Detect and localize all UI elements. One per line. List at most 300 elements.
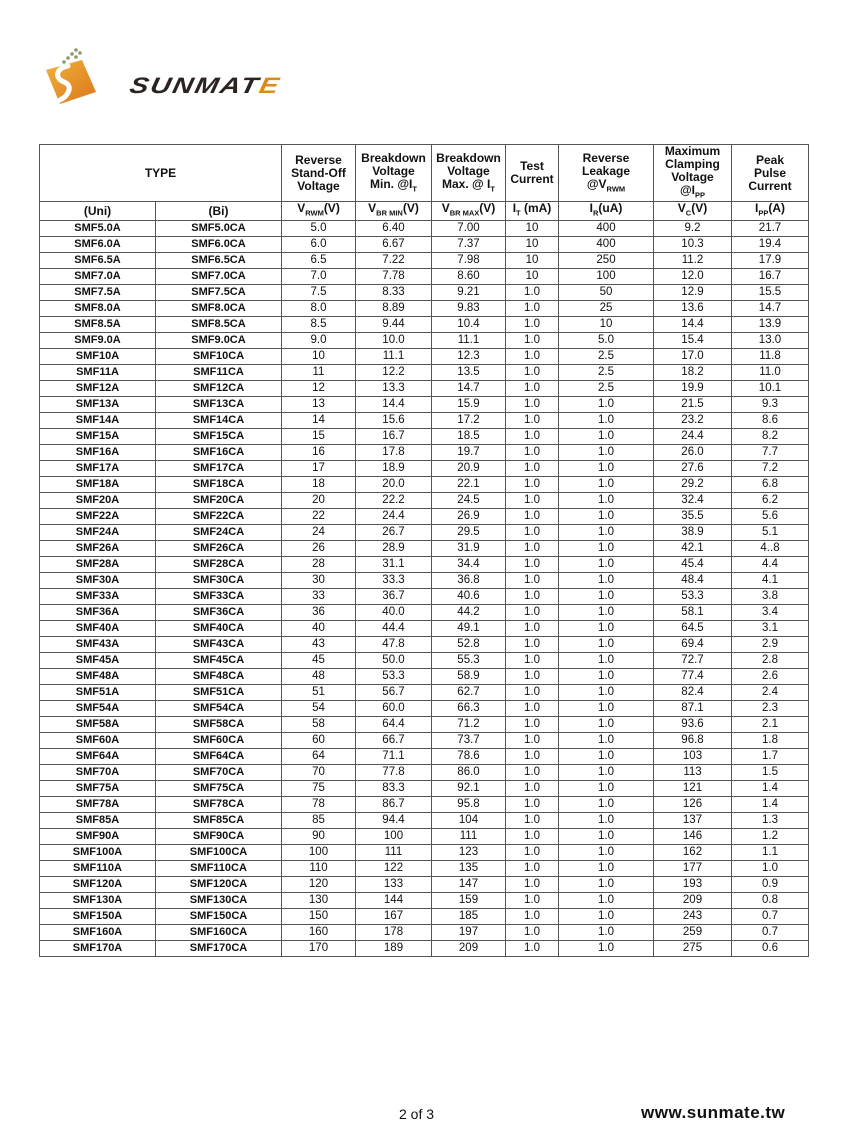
vc-value: 243 [654, 908, 732, 924]
bi-part: SMF30CA [156, 572, 282, 588]
vrwm-value: 18 [282, 476, 356, 492]
uni-part: SMF43A [40, 636, 156, 652]
table-row [40, 572, 809, 588]
vc-value: 21.5 [654, 396, 732, 412]
uni-part: SMF5.0A [40, 220, 156, 236]
table-row [40, 764, 809, 780]
vc-value: 72.7 [654, 652, 732, 668]
ipp-value: 8.6 [732, 412, 809, 428]
vrwm-value: 5.0 [282, 220, 356, 236]
bi-part: SMF6.0CA [156, 236, 282, 252]
vbr-max-value: 52.8 [432, 636, 506, 652]
table-row [40, 524, 809, 540]
it-value: 1.0 [506, 572, 559, 588]
it-value: 1.0 [506, 588, 559, 604]
vbr-max-value: 49.1 [432, 620, 506, 636]
ir-value: 1.0 [559, 620, 654, 636]
table-row [40, 460, 809, 476]
ipp-value: 0.6 [732, 940, 809, 956]
it-value: 1.0 [506, 828, 559, 844]
bi-part: SMF17CA [156, 460, 282, 476]
ir-value: 400 [559, 220, 654, 236]
it-value: 1.0 [506, 636, 559, 652]
ipp-value: 0.7 [732, 908, 809, 924]
vrwm-value: 30 [282, 572, 356, 588]
uni-part: SMF17A [40, 460, 156, 476]
ir-value: 1.0 [559, 892, 654, 908]
sunmate-logo-icon [38, 46, 100, 108]
vbr-max-value: 22.1 [432, 476, 506, 492]
table-row [40, 348, 809, 364]
vc-value: 32.4 [654, 492, 732, 508]
ipp-value: 3.4 [732, 604, 809, 620]
table-row [40, 620, 809, 636]
vbr-min-value: 26.7 [356, 524, 432, 540]
table-row [40, 492, 809, 508]
vbr-min-value: 167 [356, 908, 432, 924]
uni-part: SMF24A [40, 524, 156, 540]
website-url[interactable]: www.sunmate.tw [641, 1103, 786, 1122]
vbr-max-value: 71.2 [432, 716, 506, 732]
ir-value: 5.0 [559, 332, 654, 348]
bi-part: SMF18CA [156, 476, 282, 492]
ipp-value: 1.1 [732, 844, 809, 860]
breakdown-max-header: Breakdown Voltage Max. @ $I_T$ [432, 145, 506, 202]
bi-part: SMF7.5CA [156, 284, 282, 300]
vc-value: 45.4 [654, 556, 732, 572]
vbr-max-value: 20.9 [432, 460, 506, 476]
vbr-max-value: 123 [432, 844, 506, 860]
bi-part: SMF5.0CA [156, 220, 282, 236]
vbr-min-value: 100 [356, 828, 432, 844]
uni-part: SMF11A [40, 364, 156, 380]
vbr-max-value: 14.7 [432, 380, 506, 396]
vbr-min-value: 178 [356, 924, 432, 940]
bi-part: SMF48CA [156, 668, 282, 684]
table-row [40, 396, 809, 412]
uni-part: SMF75A [40, 780, 156, 796]
table-row [40, 476, 809, 492]
vc-value: 162 [654, 844, 732, 860]
vc-value: 209 [654, 892, 732, 908]
vc-value: 177 [654, 860, 732, 876]
vbr-max-value: 78.6 [432, 748, 506, 764]
bi-part: SMF170CA [156, 940, 282, 956]
vbr-min-value: 22.2 [356, 492, 432, 508]
table-row [40, 556, 809, 572]
ir-value: 1.0 [559, 668, 654, 684]
ir-value: 250 [559, 252, 654, 268]
ipp-value: 5.1 [732, 524, 809, 540]
uni-part: SMF33A [40, 588, 156, 604]
ir-value: 1.0 [559, 460, 654, 476]
vbr-min-value: 144 [356, 892, 432, 908]
ipp-value: 2.3 [732, 700, 809, 716]
bi-part: SMF43CA [156, 636, 282, 652]
uni-part: SMF48A [40, 668, 156, 684]
vrwm-value: 14 [282, 412, 356, 428]
it-value: 1.0 [506, 940, 559, 956]
vbr-min-value: 7.22 [356, 252, 432, 268]
ir-value: 1.0 [559, 844, 654, 860]
ir-value: 1.0 [559, 796, 654, 812]
type-header: TYPE [40, 145, 282, 202]
ipp-value: 11.0 [732, 364, 809, 380]
ir-value: 1.0 [559, 828, 654, 844]
uni-part: SMF15A [40, 428, 156, 444]
vbr-max-value: 66.3 [432, 700, 506, 716]
vbr-max-value: 9.83 [432, 300, 506, 316]
vrwm-value: 26 [282, 540, 356, 556]
it-value: 1.0 [506, 540, 559, 556]
vbr-max-value: 36.8 [432, 572, 506, 588]
ir-value: 1.0 [559, 764, 654, 780]
vbr-max-value: 10.4 [432, 316, 506, 332]
units-row [40, 202, 809, 220]
vc-value: 126 [654, 796, 732, 812]
ipp-value: 0.9 [732, 876, 809, 892]
table-row [40, 860, 809, 876]
it-value: 1.0 [506, 620, 559, 636]
vbr-max-value: 209 [432, 940, 506, 956]
ipp-value: 7.2 [732, 460, 809, 476]
vc-value: 48.4 [654, 572, 732, 588]
ipp-value: 3.8 [732, 588, 809, 604]
table-row [40, 668, 809, 684]
ipp-value: 6.2 [732, 492, 809, 508]
table-row [40, 716, 809, 732]
vc-value: 259 [654, 924, 732, 940]
vbr-min-value: 8.33 [356, 284, 432, 300]
it-value: 1.0 [506, 284, 559, 300]
ir-value: 1.0 [559, 524, 654, 540]
vbr-min-value: 60.0 [356, 700, 432, 716]
vc-value: 103 [654, 748, 732, 764]
ir-value: 25 [559, 300, 654, 316]
ipp-value: 4.1 [732, 572, 809, 588]
it-value: 10 [506, 236, 559, 252]
table-body [40, 220, 809, 956]
vbr-max-value: 9.21 [432, 284, 506, 300]
max-clamping-header: Maximum Clamping Voltage $@I_{PP}$ [654, 145, 732, 202]
it-value: 1.0 [506, 668, 559, 684]
vrwm-value: 43 [282, 636, 356, 652]
bi-part: SMF10CA [156, 348, 282, 364]
ir-value: 1.0 [559, 812, 654, 828]
it-value: 1.0 [506, 492, 559, 508]
vbr-min-value: 9.44 [356, 316, 432, 332]
bi-part: SMF51CA [156, 684, 282, 700]
table-row [40, 412, 809, 428]
vc-value: 18.2 [654, 364, 732, 380]
bi-part: SMF16CA [156, 444, 282, 460]
bi-part: SMF60CA [156, 732, 282, 748]
bi-part: SMF160CA [156, 924, 282, 940]
table-row [40, 380, 809, 396]
vbr-min-value: 111 [356, 844, 432, 860]
it-value: 1.0 [506, 412, 559, 428]
ipp-value: 13.9 [732, 316, 809, 332]
vrwm-value: 20 [282, 492, 356, 508]
uni-part: SMF170A [40, 940, 156, 956]
table-row [40, 588, 809, 604]
table-row [40, 540, 809, 556]
sunmate-logo [38, 42, 308, 104]
ipp-value: 6.8 [732, 476, 809, 492]
vbr-min-value: 24.4 [356, 508, 432, 524]
table-row [40, 220, 809, 236]
peak-pulse-header: Peak Pulse Current [732, 145, 809, 202]
it-value: 1.0 [506, 508, 559, 524]
bi-part: SMF20CA [156, 492, 282, 508]
vrwm-value: 150 [282, 908, 356, 924]
vrwm-value: 24 [282, 524, 356, 540]
reverse-leakage-header: Reverse Leakage $@V_{RWM}$ [559, 145, 654, 202]
it-value: 1.0 [506, 348, 559, 364]
uni-part: SMF16A [40, 444, 156, 460]
vrwm-value: 110 [282, 860, 356, 876]
ipp-value: 1.7 [732, 748, 809, 764]
ipp-value: 1.0 [732, 860, 809, 876]
it-value: 1.0 [506, 892, 559, 908]
vrwm-value: 13 [282, 396, 356, 412]
vc-value: 11.2 [654, 252, 732, 268]
uni-part: SMF36A [40, 604, 156, 620]
vrwm-value: 8.0 [282, 300, 356, 316]
vrwm-value: 36 [282, 604, 356, 620]
ipp-value: 0.7 [732, 924, 809, 940]
uni-part: SMF45A [40, 652, 156, 668]
ir-value: 1.0 [559, 716, 654, 732]
it-value: 1.0 [506, 908, 559, 924]
ipp-value: 8.2 [732, 428, 809, 444]
ir-value: 1.0 [559, 556, 654, 572]
vbr-min-value: 44.4 [356, 620, 432, 636]
table-row [40, 316, 809, 332]
table-row [40, 300, 809, 316]
vbr-min-value: 53.3 [356, 668, 432, 684]
it-value: 1.0 [506, 860, 559, 876]
ipp-value: 1.2 [732, 828, 809, 844]
vc-value: 121 [654, 780, 732, 796]
table-row [40, 236, 809, 252]
vrwm-value: 7.0 [282, 268, 356, 284]
it-value: 1.0 [506, 524, 559, 540]
table-row [40, 268, 809, 284]
bi-part: SMF58CA [156, 716, 282, 732]
vbr-max-value: 197 [432, 924, 506, 940]
uni-part: SMF160A [40, 924, 156, 940]
vrwm-value: 130 [282, 892, 356, 908]
vrwm-value: 45 [282, 652, 356, 668]
table-row [40, 876, 809, 892]
bi-part: SMF28CA [156, 556, 282, 572]
vrwm-value: 6.5 [282, 252, 356, 268]
bi-part: SMF22CA [156, 508, 282, 524]
uni-part: SMF12A [40, 380, 156, 396]
vrwm-value: 7.5 [282, 284, 356, 300]
vbr-max-value: 7.00 [432, 220, 506, 236]
uni-part: SMF10A [40, 348, 156, 364]
vbr-min-value: 56.7 [356, 684, 432, 700]
vrwm-value: 160 [282, 924, 356, 940]
vbr-max-value: 11.1 [432, 332, 506, 348]
table-row [40, 924, 809, 940]
bi-part: SMF40CA [156, 620, 282, 636]
bi-part: SMF90CA [156, 828, 282, 844]
sunmate-wordmark [127, 73, 283, 99]
ir-value: 1.0 [559, 492, 654, 508]
it-value: 1.0 [506, 716, 559, 732]
vrwm-value: 51 [282, 684, 356, 700]
vrwm-value: 16 [282, 444, 356, 460]
table-row [40, 796, 809, 812]
uni-part: SMF40A [40, 620, 156, 636]
it-value: 1.0 [506, 700, 559, 716]
bi-part: SMF70CA [156, 764, 282, 780]
ipp-value: 17.9 [732, 252, 809, 268]
bi-part: SMF26CA [156, 540, 282, 556]
ipp-value: 19.4 [732, 236, 809, 252]
it-value: 1.0 [506, 604, 559, 620]
electrical-characteristics-table [39, 144, 809, 957]
bi-part: SMF9.0CA [156, 332, 282, 348]
vc-value: 10.3 [654, 236, 732, 252]
vc-value: 27.6 [654, 460, 732, 476]
table-row [40, 892, 809, 908]
ipp-value: 1.4 [732, 796, 809, 812]
vrwm-value: 28 [282, 556, 356, 572]
vbr-min-value: 13.3 [356, 380, 432, 396]
vbr-max-value: 40.6 [432, 588, 506, 604]
header-row [40, 145, 809, 202]
it-value: 1.0 [506, 556, 559, 572]
uni-part: SMF85A [40, 812, 156, 828]
vc-value: 146 [654, 828, 732, 844]
vbr-min-value: 10.0 [356, 332, 432, 348]
table-row [40, 604, 809, 620]
vrwm-value: 8.5 [282, 316, 356, 332]
bi-part: SMF120CA [156, 876, 282, 892]
vbr-min-value: 77.8 [356, 764, 432, 780]
vbr-max-value: 147 [432, 876, 506, 892]
table-row [40, 364, 809, 380]
ir-value: 1.0 [559, 572, 654, 588]
vbr-max-value: 15.9 [432, 396, 506, 412]
it-value: 1.0 [506, 844, 559, 860]
bi-unit: (Bi) [156, 202, 282, 220]
vc-value: 14.4 [654, 316, 732, 332]
ipp-value: 1.4 [732, 780, 809, 796]
vbr-max-value: 95.8 [432, 796, 506, 812]
wordmark-main: SUNMAT [127, 73, 263, 98]
vbr-max-value: 62.7 [432, 684, 506, 700]
bi-part: SMF54CA [156, 700, 282, 716]
bi-part: SMF33CA [156, 588, 282, 604]
vbr-min-value: 8.89 [356, 300, 432, 316]
bi-part: SMF13CA [156, 396, 282, 412]
ipp-value: 2.1 [732, 716, 809, 732]
vrwm-value: 64 [282, 748, 356, 764]
ir-value: 1.0 [559, 604, 654, 620]
ir-value: 1.0 [559, 540, 654, 556]
reverse-standoff-header: Reverse Stand-Off Voltage [282, 145, 356, 202]
vc-value: 137 [654, 812, 732, 828]
table-row [40, 812, 809, 828]
vrwm-value: 48 [282, 668, 356, 684]
it-value: 1.0 [506, 332, 559, 348]
table-row [40, 844, 809, 860]
vc-value: 15.4 [654, 332, 732, 348]
vbr-max-value: 13.5 [432, 364, 506, 380]
vbr-min-value: 64.4 [356, 716, 432, 732]
vrwm-value: 15 [282, 428, 356, 444]
vbr-min-value: 47.8 [356, 636, 432, 652]
ir-unit: $I_R(uA)$ [559, 202, 654, 220]
uni-part: SMF30A [40, 572, 156, 588]
vc-value: 77.4 [654, 668, 732, 684]
ipp-value: 10.1 [732, 380, 809, 396]
uni-part: SMF70A [40, 764, 156, 780]
ir-value: 1.0 [559, 908, 654, 924]
uni-part: SMF18A [40, 476, 156, 492]
vc-value: 113 [654, 764, 732, 780]
table-row [40, 508, 809, 524]
vc-value: 42.1 [654, 540, 732, 556]
vbr-max-value: 111 [432, 828, 506, 844]
vrwm-value: 78 [282, 796, 356, 812]
vbr-min-value: 15.6 [356, 412, 432, 428]
vc-value: 64.5 [654, 620, 732, 636]
it-value: 1.0 [506, 476, 559, 492]
vbr-min-value: 50.0 [356, 652, 432, 668]
table-row [40, 284, 809, 300]
uni-part: SMF28A [40, 556, 156, 572]
bi-part: SMF24CA [156, 524, 282, 540]
vc-value: 29.2 [654, 476, 732, 492]
vbr-max-value: 19.7 [432, 444, 506, 460]
vc-value: 87.1 [654, 700, 732, 716]
ir-value: 1.0 [559, 876, 654, 892]
vbr-max-value: 185 [432, 908, 506, 924]
ipp-value: 3.1 [732, 620, 809, 636]
vbr-max-value: 29.5 [432, 524, 506, 540]
ir-value: 1.0 [559, 652, 654, 668]
vc-value: 82.4 [654, 684, 732, 700]
it-value: 1.0 [506, 748, 559, 764]
bi-part: SMF45CA [156, 652, 282, 668]
vc-value: 96.8 [654, 732, 732, 748]
ipp-value: 16.7 [732, 268, 809, 284]
vrwm-value: 120 [282, 876, 356, 892]
uni-part: SMF9.0A [40, 332, 156, 348]
vbr-min-value: 6.40 [356, 220, 432, 236]
vrwm-value: 100 [282, 844, 356, 860]
vbr-max-value: 86.0 [432, 764, 506, 780]
ir-value: 1.0 [559, 780, 654, 796]
vrwm-value: 90 [282, 828, 356, 844]
bi-part: SMF150CA [156, 908, 282, 924]
uni-part: SMF130A [40, 892, 156, 908]
it-value: 1.0 [506, 764, 559, 780]
uni-part: SMF60A [40, 732, 156, 748]
ir-value: 1.0 [559, 396, 654, 412]
it-value: 10 [506, 252, 559, 268]
ir-value: 100 [559, 268, 654, 284]
bi-part: SMF75CA [156, 780, 282, 796]
ipp-value: 2.8 [732, 652, 809, 668]
vc-value: 19.9 [654, 380, 732, 396]
